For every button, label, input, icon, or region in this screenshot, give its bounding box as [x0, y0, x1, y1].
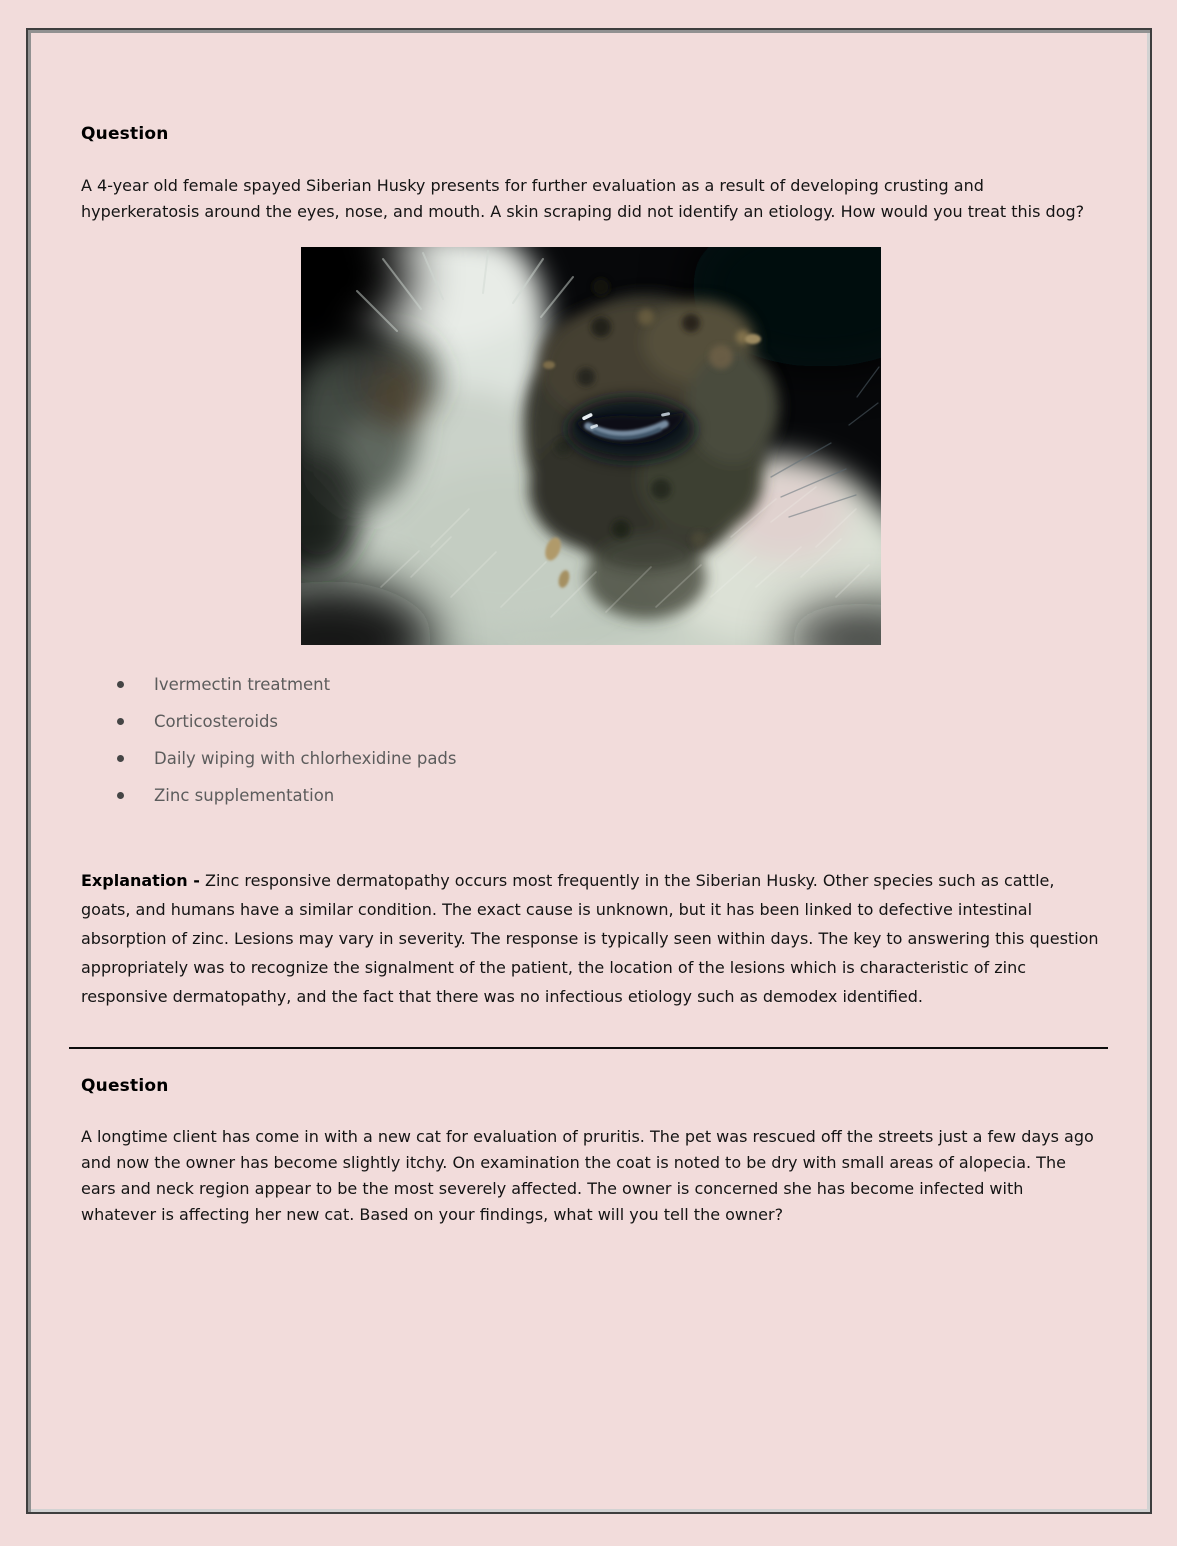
page-frame	[26, 28, 1152, 1514]
question2-heading: Question	[81, 1076, 169, 1096]
answer-option-label: Zinc supplementation	[154, 786, 335, 805]
answer-options-list	[81, 673, 1100, 808]
answer-option-corticosteroids[interactable]	[117, 710, 1100, 734]
dog-eye-photo-illustration	[301, 247, 881, 645]
explanation-label: Explanation -	[81, 871, 200, 890]
answer-option-label: Ivermectin treatment	[154, 675, 331, 694]
page-content	[28, 30, 1150, 1228]
explanation-text: Zinc responsive dermatopathy occurs most frequently in the Siberian Husky. Other species such as cattle, goats, and humans have a similar condition. The exact cause is unknown, but it has been linked to defective intestinal absorption of zinc. Lesions may vary in severity. The response is typically seen within days. The key to answering this question appropriately was to recognize the signalment of the patient, the location of the lesions which is characteristic of zinc responsive dermatopathy, and the fact that there was no infectious etiology such as demodex identified.	[81, 871, 1099, 1006]
section-divider	[69, 1047, 1108, 1049]
answer-option-label: Daily wiping with chlorhexidine pads	[154, 749, 457, 768]
answer-option-chlorhexidine[interactable]	[117, 747, 1100, 771]
explanation-paragraph	[81, 866, 1103, 1011]
bullet-icon	[117, 792, 124, 799]
question2-body: A longtime client has come in with a new cat for evaluation of pruritis. The pet was rescued off the streets just a few days ago and now the owner has become slightly itchy. On examination the coat is noted to be dry with small areas of alopecia. The ears and neck region appear to be the most severely affected. The owner is concerned she has become infected with whatever is affecting her new cat. Based on your findings, what will you tell the owner?	[81, 1127, 1094, 1224]
answer-option-label: Corticosteroids	[154, 712, 279, 731]
question1-body: A 4-year old female spayed Siberian Husky presents for further evaluation as a result of developing crusting and hyperkeratosis around the eyes, nose, and mouth. A skin scraping did not identify an etiology. How would you treat this dog?	[81, 176, 1085, 221]
question1-heading: Question	[81, 124, 169, 144]
bullet-icon	[117, 718, 124, 725]
bullet-icon	[117, 681, 124, 688]
dog-eye-photo	[301, 247, 881, 645]
answer-option-ivermectin[interactable]	[117, 673, 1100, 697]
answer-option-zinc[interactable]	[117, 784, 1100, 808]
bullet-icon	[117, 755, 124, 762]
